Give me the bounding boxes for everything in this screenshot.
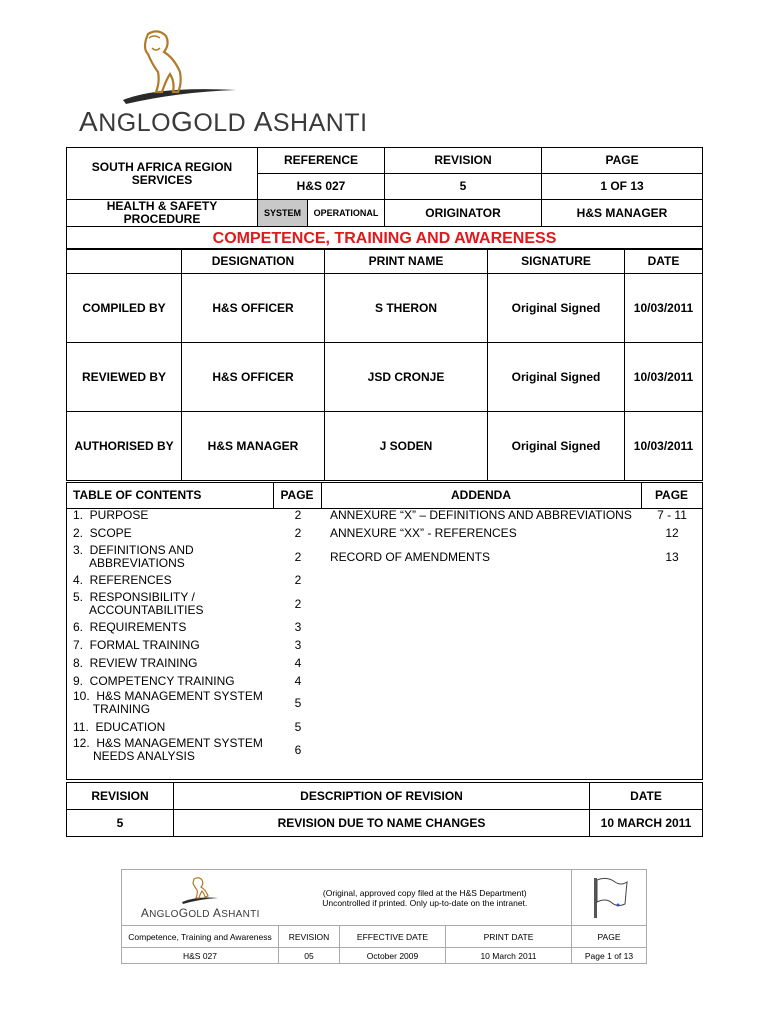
toc-item: 1. PURPOSE <box>73 508 149 522</box>
operational-cell: OPERATIONAL <box>308 200 385 227</box>
designation-cell: H&S MANAGER <box>182 412 325 481</box>
originator-label: ORIGINATOR <box>385 200 542 227</box>
date-cell: 10/03/2011 <box>625 274 703 343</box>
footer-logo <box>122 870 279 926</box>
addenda-item-page: 13 <box>665 550 679 564</box>
name-cell: JSD CRONJE <box>325 343 488 412</box>
toc-item: 10. H&S MANAGEMENT SYSTEM TRAINING <box>73 689 263 716</box>
table-of-contents <box>66 482 703 780</box>
toc-page-header: PAGE <box>280 488 314 502</box>
toc-item-page: 3 <box>294 620 302 634</box>
designation-cell: H&S OFFICER <box>182 274 325 343</box>
table-row <box>67 274 703 343</box>
signature-cell: Original Signed <box>488 274 625 343</box>
signoff-table <box>66 248 703 481</box>
footer-reference: H&S 027 <box>122 948 279 964</box>
toc-item: 5. RESPONSIBILITY / ACCOUNTABILITIES <box>73 590 204 617</box>
footer-revision: 05 <box>279 948 340 964</box>
region-label: SOUTH AFRICA REGION SERVICES <box>67 148 258 200</box>
toc-item: 3. DEFINITIONS AND ABBREVIATIONS <box>73 543 194 570</box>
toc-item: 12. H&S MANAGEMENT SYSTEM NEEDS ANALYSIS <box>73 736 263 763</box>
document-title: COMPETENCE, TRAINING AND AWARENESS <box>67 227 703 250</box>
flag-icon <box>587 874 631 920</box>
addenda-header: ADDENDA <box>451 488 511 502</box>
footer-effective-date-header: EFFECTIVE DATE <box>340 926 446 948</box>
footer-page: Page 1 of 13 <box>572 948 647 964</box>
toc-item-page: 5 <box>294 720 302 734</box>
toc-item-page: 4 <box>294 674 302 688</box>
toc-item: 11. EDUCATION <box>73 720 166 734</box>
addenda-item: ANNEXURE “XX” - REFERENCES <box>330 526 517 540</box>
revision-date-header: DATE <box>590 783 703 810</box>
role-cell: COMPILED BY <box>67 274 182 343</box>
signature-header: SIGNATURE <box>488 249 625 274</box>
addenda-item: ANNEXURE “X” – DEFINITIONS AND ABBREVIATIONS <box>330 508 632 522</box>
system-cell: SYSTEM <box>258 200 308 227</box>
toc-item-page: 2 <box>294 526 302 540</box>
footer-notice-line1: (Original, approved copy filed at the H&S Department) <box>322 887 527 898</box>
signoff-header-empty <box>67 249 182 274</box>
toc-item-page: 5 <box>294 696 302 710</box>
toc-item-page: 2 <box>294 597 302 611</box>
revision-table <box>66 782 703 837</box>
footer-page-header: PAGE <box>572 926 647 948</box>
lion-logo-icon <box>118 28 238 108</box>
date-cell: 10/03/2011 <box>625 412 703 481</box>
originator-value: H&S MANAGER <box>542 200 703 227</box>
footer-effective-date: October 2009 <box>340 948 446 964</box>
company-logo-text: ANGLOGOLD ASHANTI <box>79 106 368 137</box>
reference-label: REFERENCE <box>258 148 385 174</box>
page-value: 1 OF 13 <box>542 174 703 200</box>
addenda-item-page: 7 - 11 <box>657 508 687 522</box>
toc-item: 7. FORMAL TRAINING <box>73 638 200 652</box>
revision-value: 5 <box>385 174 542 200</box>
footer-print-date: 10 March 2011 <box>446 948 572 964</box>
toc-item: 9. COMPETENCY TRAINING <box>73 674 235 688</box>
reference-value: H&S 027 <box>258 174 385 200</box>
revision-description-cell: REVISION DUE TO NAME CHANGES <box>174 810 590 837</box>
designation-header: DESIGNATION <box>182 249 325 274</box>
footer-notice-line2: Uncontrolled if printed. Only up-to-date on the intranet. <box>322 897 528 908</box>
table-row <box>67 412 703 481</box>
toc-item: 8. REVIEW TRAINING <box>73 656 198 670</box>
toc-item-page: 4 <box>294 656 302 670</box>
footer-revision-header: REVISION <box>279 926 340 948</box>
revision-number-cell: 5 <box>67 810 174 837</box>
toc-item: 6. REQUIREMENTS <box>73 620 187 634</box>
toc-item-page: 3 <box>294 638 302 652</box>
revision-header: REVISION <box>67 783 174 810</box>
page-label: PAGE <box>542 148 703 174</box>
print-name-header: PRINT NAME <box>325 249 488 274</box>
footer-print-date-header: PRINT DATE <box>446 926 572 948</box>
revision-label: REVISION <box>385 148 542 174</box>
signature-cell: Original Signed <box>488 343 625 412</box>
page-footer <box>121 869 647 964</box>
signature-cell: Original Signed <box>488 412 625 481</box>
toc-item: 4. REFERENCES <box>73 573 172 587</box>
toc-title: TABLE OF CONTENTS <box>73 488 202 502</box>
procedure-label: HEALTH & SAFETY PROCEDURE <box>67 200 258 227</box>
addenda-item: RECORD OF AMENDMENTS <box>330 550 491 564</box>
date-header: DATE <box>625 249 703 274</box>
toc-item-page: 2 <box>294 550 302 564</box>
table-row <box>67 343 703 412</box>
footer-notice <box>279 870 572 926</box>
toc-item-page: 6 <box>294 743 302 757</box>
flag-icon-cell <box>572 870 647 926</box>
role-cell: AUTHORISED BY <box>67 412 182 481</box>
document-header-table <box>66 147 703 250</box>
name-cell: S THERON <box>325 274 488 343</box>
designation-cell: H&S OFFICER <box>182 343 325 412</box>
description-header: DESCRIPTION OF REVISION <box>174 783 590 810</box>
revision-date-cell: 10 MARCH 2011 <box>590 810 703 837</box>
toc-item-page: 2 <box>294 508 302 522</box>
footer-brand-text: ANGLOGOLD ASHANTI <box>140 905 260 920</box>
date-cell: 10/03/2011 <box>625 343 703 412</box>
addenda-page-header: PAGE <box>654 488 689 502</box>
footer-doc-title: Competence, Training and Awareness <box>122 926 279 948</box>
toc-item: 2. SCOPE <box>73 526 132 540</box>
addenda-item-page: 12 <box>665 526 679 540</box>
lion-logo-icon <box>180 876 220 906</box>
role-cell: REVIEWED BY <box>67 343 182 412</box>
name-cell: J SODEN <box>325 412 488 481</box>
toc-item-page: 2 <box>294 573 302 587</box>
table-row <box>67 810 703 837</box>
